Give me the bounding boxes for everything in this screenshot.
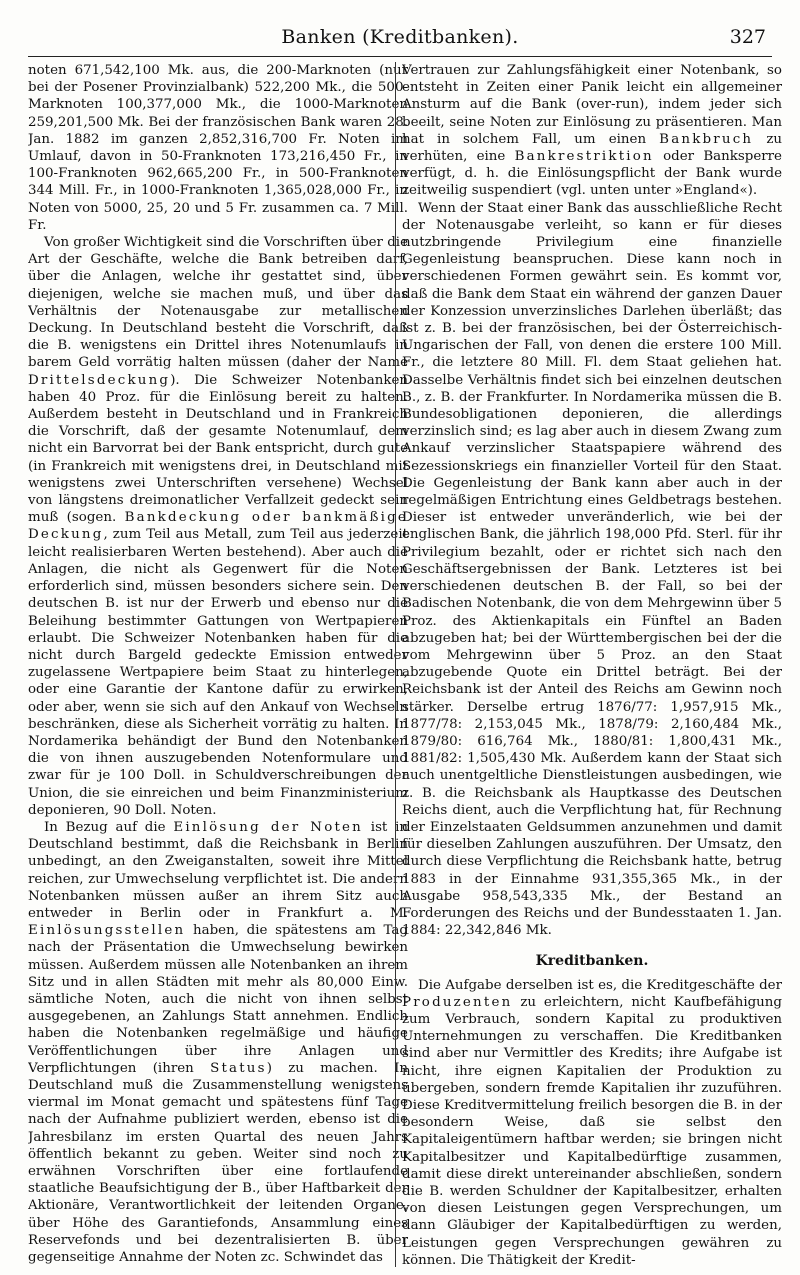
- page-header: [28, 26, 772, 52]
- section-heading: Kreditbanken.: [535, 953, 649, 970]
- text-run: zu verhüten, eine: [402, 131, 782, 165]
- spaced-term: Einlösung der Noten: [173, 819, 364, 835]
- text-run: Die Aufgabe derselben ist es, die Kreditgeschäfte der: [418, 977, 782, 993]
- spaced-term: Status: [210, 1060, 267, 1076]
- spaced-term: Drittelsdeckung: [28, 372, 171, 388]
- paragraph: Wenn der Staat einer Bank das ausschließliche Recht der Notenausgabe verleiht, so kann er für dieses nutzbringende Privilegium eine finanzielle Gegenleistung beanspruchen. Diese kann noch in verschiedenen Formen gewährt sein. Es kommt vor, daß die Bank dem Staat ein während der ganzen Dauer der Konzession unverzinsliches Darlehen überläßt; das ist z. B. bei der französischen, bei der Österreichisch-Ungarischen der Fall, von denen die erstere 100 Mill. Fr., die letztere 80 Mill. Fl. dem Staat geliehen hat. Dasselbe Verhältnis findet sich bei einzelnen deutschen B., z. B. der Frankfurter. In Nordamerika müssen die B. Bundesobligationen deponieren, die allerdings verzinslich sind; es lag aber auch in diesem Zwang zum Ankauf verzinslicher Staatspapiere während des Sezessionskriegs ein finanzieller Vorteil für den Staat. Die Gegenleistung der Bank kann aber auch in der regelmäßigen Entrichtung eines Geldbetrags bestehen. Dieser ist entweder unveränderlich, wie bei der englischen Bank, die jährlich 198,000 Pfd. Sterl. für ihr Privilegium bezahlt, oder er richtet sich nach den Geschäftsergebnissen der Bank. Letzteres ist bei verschiedenen deutschen B. der Fall, so bei der Badischen Notenbank, die von dem Mehrgewinn über 5 Proz. des Aktienkapitals ein Fünftel an Baden abzugeben hat; bei der Württembergischen bei der die vom Mehrgewinn über 5 Proz. an den Staat abzugebende Quote ein Drittel beträgt. Bei der Reichsbank ist der Anteil des Reichs am Gewinn noch stärker. Derselbe ertrug 1876/77: 1,957,915 Mk., 1877/78: 2,153,045 Mk., 1878/79: 2,160,484 Mk., 1879/80: 616,764 Mk., 1880/81: 1,800,431 Mk., 1881/82: 1,505,430 Mk. Außerdem kann der Staat sich auch unentgeltliche Dienstleistungen ausbedingen, wie z. B. die Reichsbank als Hauptkasse des Deutschen Reichs dient, auch die Verpflichtung hat, für Rechnung der Einzelstaaten Geldsummen anzunehmen und damit für dieselben Zahlungen auszuführen. Der Umsatz, den durch diese Verpflichtung die Reichsbank hatte, betrug 1883 in der Einnahme 931,355,365 Mk., in der Ausgabe 958,543,335 Mk., der Bestand an Forderungen des Reichs und der Bundesstaaten 1. Jan. 1884: 22,342,846 Mk.: [402, 200, 782, 939]
- paragraph: [28, 819, 408, 1266]
- paragraph: [402, 977, 782, 1267]
- spaced-term: Bankrestriktion: [514, 149, 654, 165]
- text-run: , zum Teil aus Metall, zum Teil aus jederzeit leicht realisierbaren Werten bestehend). Aber auch die Anlagen, die nicht als Gegenwert für die Noten erforderlich sind, müssen besonders sichere sein. Den deutschen B. ist nur der Erwerb und ebenso nur die Beleihung bestimmter Gattungen von Wertpapieren erlaubt. Die Schweizer Notenbanken haben für die nicht durch Bargeld gedeckte Emission entweder zugelassene Wertpapiere beim Staat zu hinterlegen, oder eine Garantie der Kantone dafür zu erwirken, oder aber, wenn sie sich auf den Ankauf von Wechseln beschränken, diese als Sicherheit vorrätig zu halten. In Nordamerika behändigt der Bund den Notenbanken die von ihnen auszugebenden Notenformulare und zwar für je 100 Doll. in Schuldverschreibungen der Union, die sie einreichen und beim Finanzministerium deponieren, 90 Doll. Noten.: [28, 527, 408, 818]
- spaced-term: Produzenten: [402, 994, 513, 1010]
- spaced-term: Bankdeckung oder bankmäßige Deckung: [28, 510, 408, 543]
- text-run: haben, die spätestens am Tag nach der Präsentation die Umwechselung bewirken müssen. Außerdem müssen alle Notenbanken an ihrem Sitz und in allen Städten mit mehr als 80,000 Einw. sämtliche Noten, auch die nicht von ihnen selbst ausgegebenen, an Zahlungs Statt annehmen. Endlich haben die Notenbanken regelmäßige und häufige Veröffentlichungen über ihre Anlagen und Verpflichtungen (ihren: [28, 923, 408, 1076]
- paragraph: [402, 62, 782, 200]
- text-run: ). Die Schweizer Notenbanken haben 40 Proz. für die Einlösung bereit zu halten. Außerdem besteht in Deutschland und in Frankreich die Vorschrift, daß der gesamte Notenumlauf, dem nicht ein Barvorrat bei der Bank entspricht, durch gute (in Frankreich mit wenigstens drei, in Deutschland mit wenigstens zwei Unterschriften versehene) Wechsel von längstens dreimonatlicher Verfallzeit gedeckt sein muß (sogen.: [28, 372, 408, 526]
- paragraph: [28, 234, 408, 819]
- text-run: In Bezug auf die: [44, 819, 174, 835]
- text-run: ) zu machen. In Deutschland muß die Zusammenstellung wenigstens viermal im Monat gemacht und spätestens fünf Tage nach der Aufnahme publiziert werden, ebenso ist die Jahresbilanz im ersten Quartal des neuen Jahrs öffentlich bekannt zu geben. Weiter sind noch zu erwähnen Vorschriften über eine fortlaufende staatliche Beaufsichtigung der B., über Haftbarkeit der Aktionäre, Verantwortlichkeit der leitenden Organe, über Höhe des Garantiefonds, Ansammlung eines Reservefonds und bei dezentralisierten B. über gegenseitige Annahme der Noten zc. Schwindet das: [28, 1060, 408, 1266]
- paragraph: noten 671,542,100 Mk. aus, die 200-Marknoten (nur bei der Posener Provinzialbank) 522,200 Mk., die 500-Marknoten 100,377,000 Mk., die 1000-Marknoten 259,201,500 Mk. Bei der französischen Bank waren 28. Jan. 1882 im ganzen 2,852,316,700 Fr. Noten im Umlauf, davon in 50-Franknoten 173,216,450 Fr., in 100-Franknoten 962,665,200 Fr., in 500-Franknoten 344 Mill. Fr., in 1000-Franknoten 1,365,028,000 Fr., in Noten von 5000, 25, 20 und 5 Fr. zusammen ca. 7 Mill. Fr.: [28, 63, 408, 233]
- text-run: zu erleichtern, nicht Kaufbefähigung zum Verbrauch, sondern Kapital zu produktiven Unternehmungen zu verschaffen. Die Kreditbanken sind aber nur Vermittler des Kredits; ihre Aufgabe ist nicht, ihre eignen Kapitalien der Produktion zu übergeben, sondern fremde Kapitalien ihr zuzuführen. Diese Kreditvermittelung freilich besorgen die B. in der besondern Weise, daß sie selbst den Kapitaleigentümern haftbar werden; sie bringen nicht Kapitalbesitzer und Kapitalbedürftige zusammen, damit diese direkt untereinander abschließen, sondern die B. werden Schuldner der Kapitalbesitzer, erhalten von diesen Leistungen gegen Versprechungen, um dann Gläubiger der Kapitalbedürftigen zu werden, Leistungen gegen Versprechungen gewähren zu können. Die Thätigkeit der Kredit-: [402, 994, 782, 1267]
- column-divider: [395, 62, 396, 1267]
- running-title: Banken (Kreditbanken).: [281, 26, 519, 48]
- text-run: oder Banksperre verfügt, d. h. die Einlösungspflicht der Bank wurde zeitweilig suspendiert (vgl. unten unter »England«).: [402, 149, 782, 199]
- spaced-term: Bankbruch: [659, 131, 754, 147]
- text-run: ist in Deutschland bestimmt, daß die Reichsbank in Berlin unbedingt, an den Zweiganstalten, soweit ihre Mittel reichen, zur Umwechselung verpflichtet ist. Die andern Notenbanken müssen außer an ihrem Sitz auch entweder in Berlin oder in Frankfurt a. M.: [28, 819, 408, 921]
- text-run: Von großer Wichtigkeit sind die Vorschriften über die Art der Geschäfte, welche die Bank betreiben darf, über die Anlagen, welche ihr gestattet sind, über diejenigen, welche sie machen muß, und über das Verhältnis der Notenausgabe zur metallischen Deckung. In Deutschland besteht die Vorschrift, daß die B. wenigstens ein Drittel ihres Notenumlaufs in barem Geld vorrätig halten müssen (daher der Name: [28, 235, 408, 371]
- header-rule: [28, 56, 772, 57]
- text-run: Vertrauen zur Zahlungsfähigkeit einer Notenbank, so entsteht in Zeiten einer Panik leicht ein allgemeiner Ansturm auf die Bank (over-run), indem jeder sich beeilt, seine Noten zur Einlösung zu präsentieren. Man hat in solchem Fall, um einen: [402, 63, 782, 147]
- spaced-term: Einlösungsstellen: [28, 923, 186, 939]
- right-column: [402, 62, 782, 1267]
- page-number: 327: [729, 26, 766, 48]
- left-column: [28, 62, 408, 1267]
